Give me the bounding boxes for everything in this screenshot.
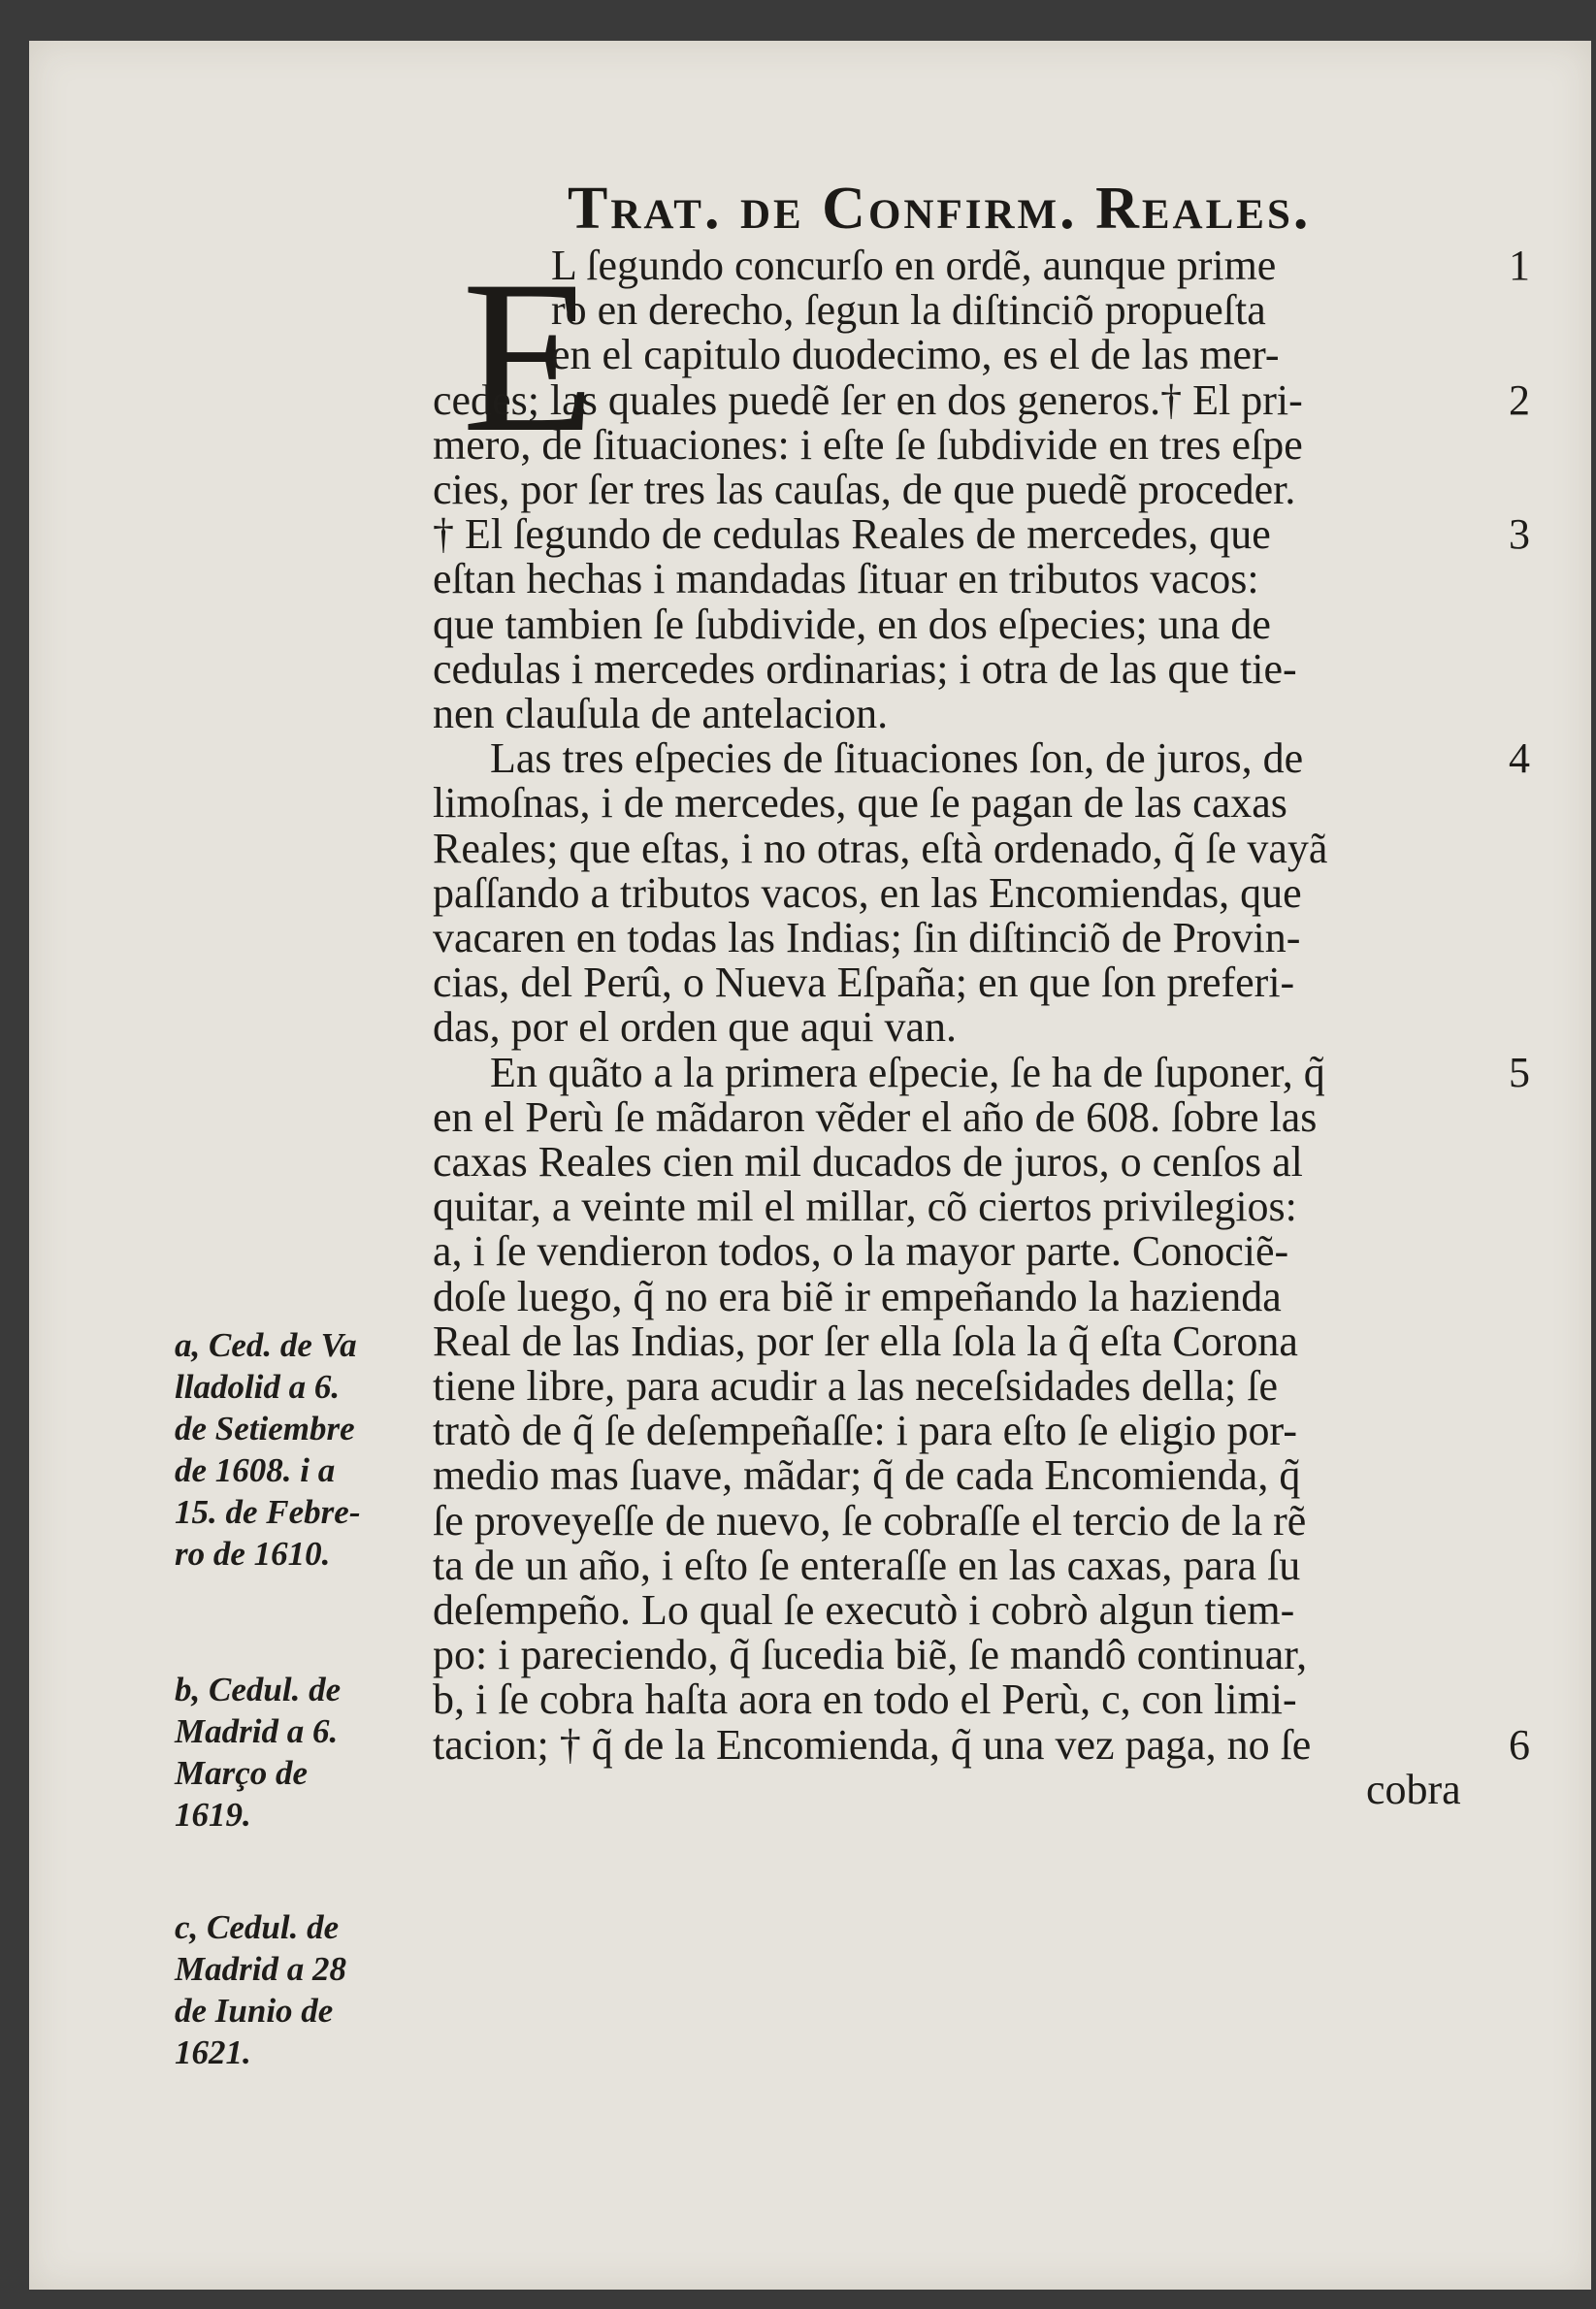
text-line: tratò de q̃ ſe deſempeñaſſe: i para eſto ſe eligio por- (433, 1407, 1297, 1455)
text-line: cedes; las quales puedẽ ſer en dos generos.† El pri- (433, 375, 1303, 424)
text-line: cias, del Perû, o Nueva Eſpaña; en que ſon preferi- (433, 959, 1295, 1007)
margin-note-line: 1619. (175, 1796, 251, 1834)
text-line: en el Perù ſe mãdaron vẽder el año de 608. ſobre las (433, 1092, 1318, 1141)
text-line: limoſnas, i de mercedes, que ſe pagan de las caxas (433, 779, 1287, 828)
text-line: doſe luego, q̃ no era biẽ ir empeñando la hazienda (433, 1272, 1282, 1320)
paragraph-number: 4 (1509, 734, 1530, 783)
text-line: po: i pareciendo, q̃ ſucedia biẽ, ſe mandô continuar, (433, 1631, 1308, 1679)
text-line: tiene libre, para acudir a las neceſsidades della; ſe (433, 1362, 1279, 1410)
paragraph-number: 3 (1509, 510, 1530, 559)
text-line: paſſando a tributos vacos, en las Encomiendas, que (433, 868, 1302, 917)
margin-note-line: Madrid a 28 (175, 1950, 346, 1988)
margin-note-line: de 1608. i a (175, 1451, 336, 1489)
text-line: das, por el orden que aqui van. (433, 1003, 958, 1052)
text-line: cies, por ſer tres las cauſas, de que puedẽ proceder. (433, 466, 1296, 513)
text-line: quitar, a veinte mil el millar, cõ ciertos privilegios: (433, 1183, 1297, 1231)
margin-note-line: ro de 1610. (175, 1535, 331, 1573)
body-text (29, 41, 1591, 2290)
margin-note-line: b, Cedul. de (175, 1671, 342, 1708)
text-line: a, i ſe vendieron todos, o la mayor parte. Conociẽ- (433, 1227, 1289, 1276)
drop-cap: E (462, 235, 596, 477)
paragraph-number: 5 (1509, 1048, 1530, 1096)
text-line: Real de las Indias, por ſer ella ſola la q̃ eſta Corona (433, 1317, 1298, 1365)
text-line: † El ſegundo de cedulas Reales de mercedes, que (433, 510, 1271, 559)
paragraph-number: 6 (1509, 1720, 1530, 1769)
book-page (29, 41, 1591, 2290)
text-line: cobra (1366, 1765, 1461, 1813)
text-line: ro en derecho, ſegun la diſtinciõ propueſta (551, 286, 1266, 335)
text-line: eſtan hechas i mandadas ſituar en tributos vacos: (433, 555, 1259, 603)
margin-note-line: 15. de Febre- (175, 1493, 361, 1531)
text-line: En quãto a la primera eſpecie, ſe ha de ſuponer, q̃ (490, 1048, 1325, 1096)
text-line: Las tres eſpecies de ſituaciones ſon, de juros, de (490, 734, 1304, 783)
text-line: medio mas ſuave, mãdar; q̃ de cada Encomienda, q̃ (433, 1451, 1301, 1500)
margin-note-line: Março de (175, 1754, 309, 1792)
text-line: que tambien ſe ſubdivide, en dos eſpecies; una de (433, 600, 1271, 648)
text-line: Reales; que eſtas, i no otras, eſtà ordenado, q̃ ſe vayã (433, 824, 1328, 872)
margin-note-line: a, Ced. de Va (175, 1326, 357, 1364)
margin-note-line: Madrid a 6. (175, 1712, 339, 1750)
text-line: vacaren en todas las Indias; ſin diſtinciõ de Provin- (433, 914, 1301, 961)
margin-note-line: 1621. (175, 2033, 251, 2071)
text-line: L ſegundo concurſo en ordẽ, aunque prime (551, 242, 1277, 289)
text-line: ſe proveyeſſe de nuevo, ſe cobraſſe el tercio de la rẽ (433, 1496, 1307, 1545)
text-line: b, i ſe cobra haſta aora en todo el Perù, c, con limi- (433, 1675, 1297, 1724)
margin-note-line: de Setiembre (175, 1410, 355, 1447)
running-header: Trat. de Confirm. Reales. (568, 176, 1312, 242)
text-line: mero, de ſituaciones: i eſte ſe ſubdivide en tres eſpe (433, 420, 1303, 469)
text-line: ta de un año, i eſto ſe enteraſſe en las caxas, para ſu (433, 1541, 1301, 1589)
paragraph-number: 1 (1509, 242, 1530, 289)
text-line: deſempeño. Lo qual ſe executò i cobrò algun tiem- (433, 1586, 1295, 1634)
text-line: cedulas i mercedes ordinarias; i otra de las que tie- (433, 644, 1297, 693)
margin-note-line: c, Cedul. de (175, 1908, 340, 1946)
text-line: caxas Reales cien mil ducados de juros, o cenſos al (433, 1138, 1303, 1186)
margin-note-line: de Iunio de (175, 1992, 334, 2030)
margin-note-line: lladolid a 6. (175, 1368, 341, 1406)
paragraph-number: 2 (1509, 375, 1530, 424)
text-line: tacion; † q̃ de la Encomienda, q̃ una vez paga, no ſe (433, 1720, 1312, 1769)
text-line: nen clauſula de antelacion. (433, 690, 889, 737)
text-line: en el capitulo duodecimo, es el de las mer- (551, 331, 1280, 379)
